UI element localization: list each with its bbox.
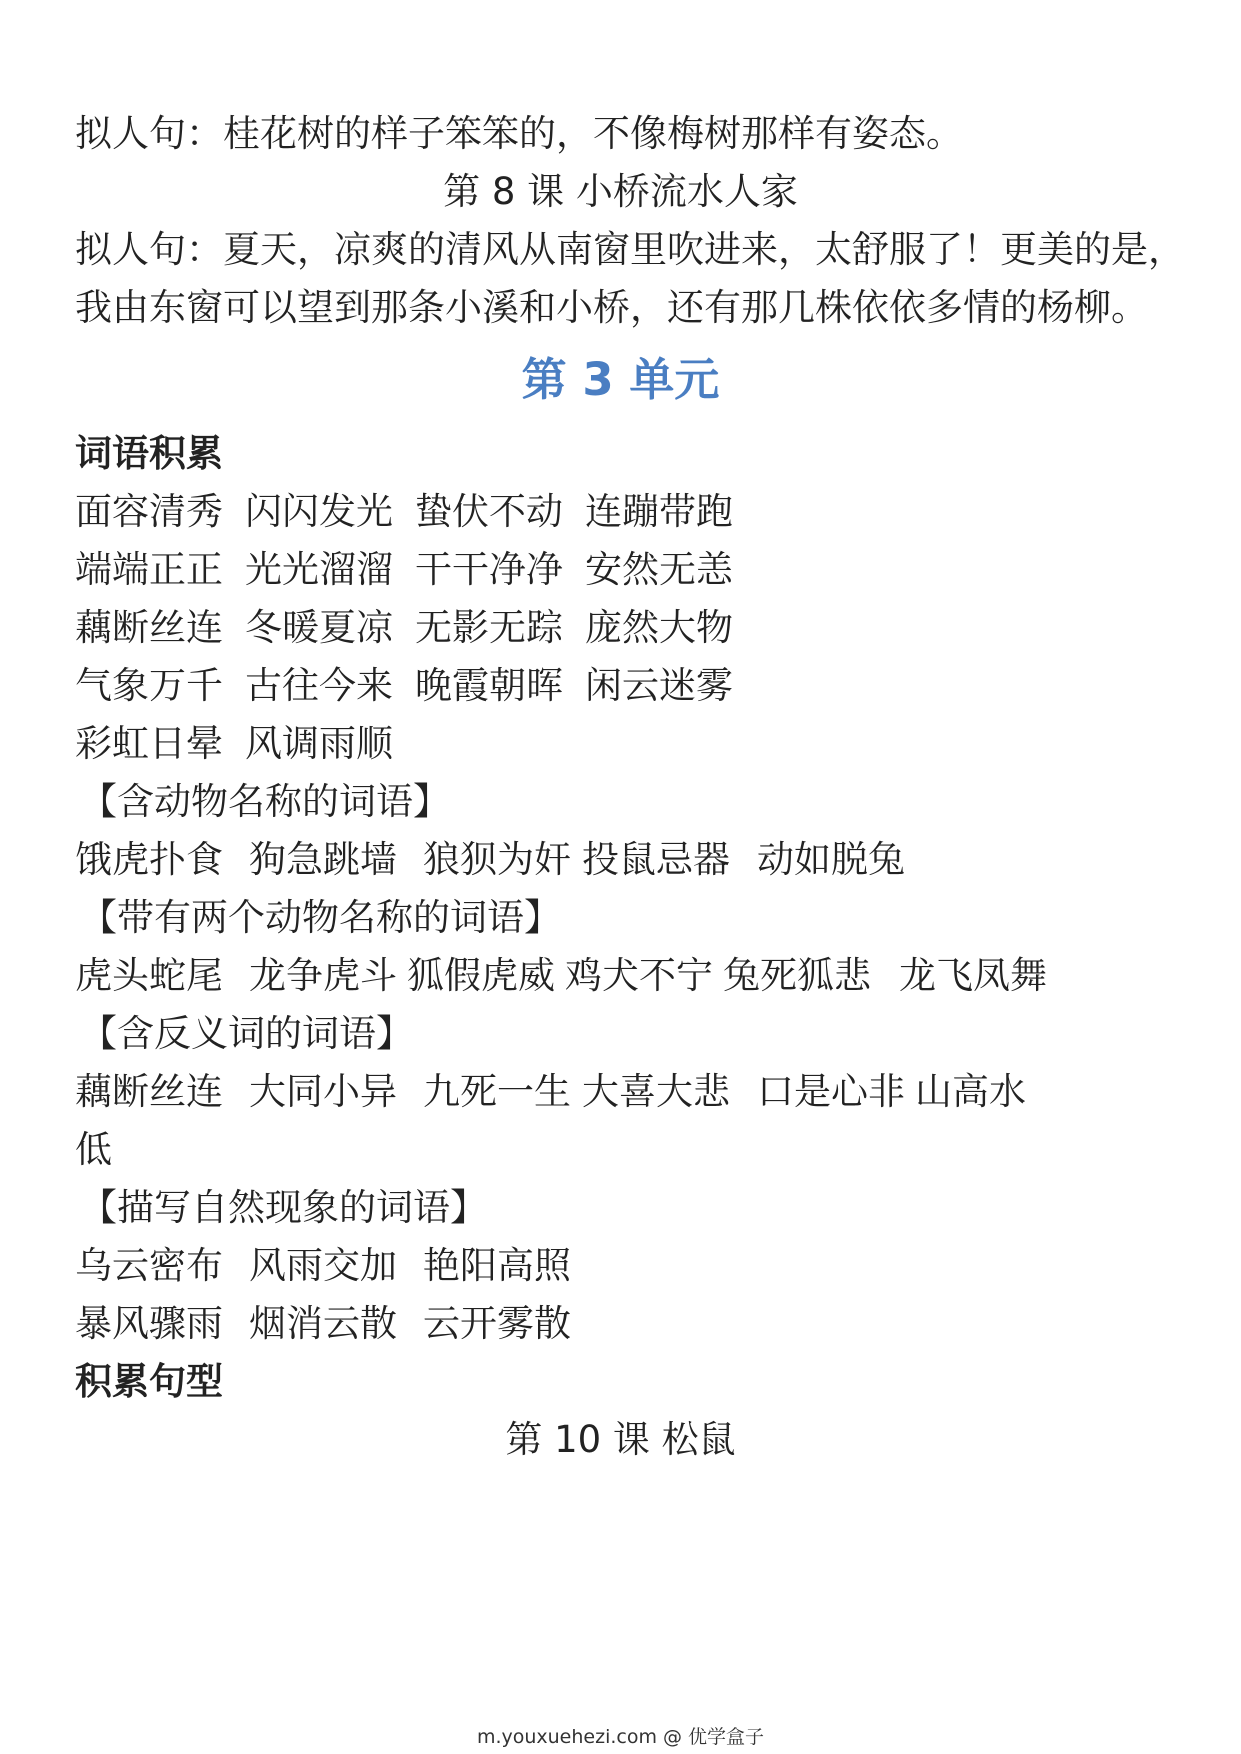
idiom-word: 动如脱兔	[757, 838, 905, 881]
vocab-word: 端端正正	[75, 548, 223, 591]
personification-sentence-1: 拟人句：桂花树的样子笨笨的，不像梅树那样有姿态。	[75, 112, 963, 155]
antonym-words-wrap: 低	[75, 1128, 112, 1171]
lesson-8-title: 第 8 课 小桥流水人家	[443, 170, 798, 213]
idiom-word: 虎头蛇尾	[75, 954, 223, 997]
vocab-word: 连蹦带跑	[585, 490, 733, 533]
vocab-word: 晚霞朝晖	[415, 664, 563, 707]
idiom-word: 大同小异	[249, 1070, 397, 1113]
idiom-word: 龙争虎斗	[249, 954, 397, 997]
vocab-word: 无影无踪	[415, 606, 563, 649]
vocab-word: 彩虹日晕	[75, 722, 223, 765]
footer-watermark: m.youxuehezi.com @ 优学盒子	[476, 1726, 765, 1748]
lesson-10-title: 第 10 课 松鼠	[505, 1418, 736, 1461]
idiom-word: 狗急跳墙	[249, 838, 397, 881]
idiom-word: 口是心非	[757, 1070, 905, 1113]
idiom-word: 云开雾散	[423, 1302, 571, 1345]
idiom-word: 藕断丝连	[75, 1070, 223, 1113]
idiom-word: 大喜大悲	[582, 1070, 730, 1113]
idiom-word: 暴风骤雨	[75, 1302, 223, 1345]
vocabulary-heading: 词语积累	[75, 432, 223, 475]
idiom-word: 兔死狐悲	[723, 954, 871, 997]
idiom-word: 龙飞凤舞	[899, 954, 1047, 997]
vocab-word: 古往今来	[245, 664, 393, 707]
vocab-word: 藕断丝连	[75, 606, 223, 649]
idiom-word: 艳阳高照	[423, 1244, 571, 1287]
idiom-word: 乌云密布	[75, 1244, 223, 1287]
vocab-word: 闪闪发光	[245, 490, 393, 533]
idiom-word: 投鼠忌器	[582, 838, 730, 881]
unit-title: 第 3 单元	[521, 353, 720, 406]
nature-words-heading: 【描写自然现象的词语】	[80, 1186, 487, 1229]
idiom-word: 狼狈为奸	[423, 838, 571, 881]
personification-sentence-2b: 我由东窗可以望到那条小溪和小桥，还有那几株依依多情的杨柳。	[75, 286, 1148, 329]
idiom-word: 狐假虎威	[407, 954, 555, 997]
vocab-word: 风调雨顺	[245, 722, 393, 765]
vocab-word: 光光溜溜	[245, 548, 393, 591]
idiom-word: 饿虎扑食	[75, 838, 223, 881]
vocab-word: 庞然大物	[585, 606, 733, 649]
vocab-word: 冬暖夏凉	[245, 606, 393, 649]
animal-words-heading: 【含动物名称的词语】	[80, 780, 450, 823]
vocab-word: 气象万千	[75, 664, 223, 707]
vocab-word: 闲云迷雾	[585, 664, 733, 707]
sentence-patterns-heading: 积累句型	[75, 1360, 223, 1403]
idiom-word: 山高水	[915, 1070, 1026, 1113]
idiom-word: 九死一生	[423, 1070, 571, 1113]
vocab-word: 面容清秀	[75, 490, 223, 533]
idiom-word: 风雨交加	[249, 1244, 397, 1287]
antonym-words-heading: 【含反义词的词语】	[80, 1012, 413, 1055]
personification-sentence-2a: 拟人句：夏天，凉爽的清风从南窗里吹进来，太舒服了！更美的是，	[75, 228, 1185, 271]
vocab-word: 干干净净	[415, 548, 563, 591]
idiom-word: 烟消云散	[249, 1302, 397, 1345]
two-animal-words-heading: 【带有两个动物名称的词语】	[80, 896, 561, 939]
idiom-word: 鸡犬不宁	[565, 954, 713, 997]
vocab-word: 安然无恙	[585, 548, 733, 591]
vocab-word: 蛰伏不动	[415, 490, 563, 533]
